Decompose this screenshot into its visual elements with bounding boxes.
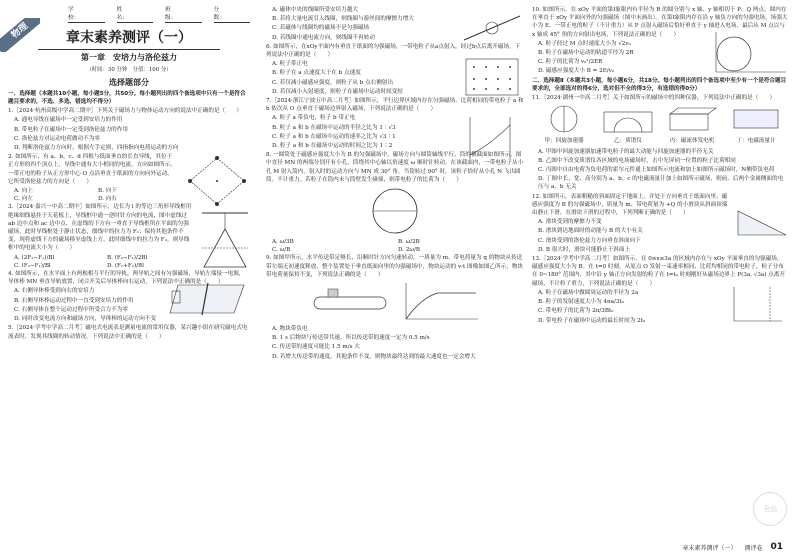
circle-field-figure [712, 30, 788, 76]
question-12: 12. 如图所示，表面粗糙的斜面固定于地面上，并处于方向垂直于纸面向里、磁感应强度为 B 的匀强磁场中，质量为 m、带电荷量为 +Q 的小滑块从斜面顶端由静止下滑，在滑块下滑的过程中，下列判断正确的是（ ） A. 滑块受到的摩擦力不变 B. 滑块到达地面时的动能与 B 的大小有关 C. 滑块受到的洛伦兹力方向垂直斜面向下 D. B 很大时，滑块可能静止于斜面上 [532, 193, 788, 254]
page-footer: 章末素养测评（一） 测评卷 01 [682, 542, 783, 552]
mhd-generator-figure [664, 104, 720, 134]
part-heading: 选择题部分 [109, 77, 149, 87]
page-number: 01 [770, 542, 783, 552]
question-13: 13.［2024·学考中学高二月考］如图所示，在 0≤x≤3a 的区域内存在与 xOy 平面垂直的匀强磁场，磁感应强度大小为 B。在 t=0 时刻，从原点 O 发射一束速率相同、比荷均相同的带电粒子，粒子分布在 0~180° 范围内，其中沿 y 轴正方向发射的粒子在 t=t₀ 时刻刚好从磁场边界上 P(3a, √3a) 点离开磁场，不计粒子重力，下列说法正确的是（ ） A. 粒子在磁场中做圆周运动的半径为 2a B. 粒子的发射速度大小为 4πa/3t₀ C. 带电粒子的比荷为 2π/3Bt₀ D. 带电粒子在磁场中运动的最长时间为 2t₀ [532, 256, 785, 324]
field-dots-figure [464, 57, 520, 97]
question-2: 2. 如图所示，有 a、b、c、d 四根与纸面垂直的长直导线，其位于正方形的四个顶点上，导线中通有大小相同的电流，方向如图所示。一带正电的粒子从正方形中心 O 点沿垂直于纸面的方向向外运动，它所受洛伦兹力的方向是（ ） A. 向上 B. 向下 C. 向左 D. 向右 [8, 153, 250, 203]
column-1 [8, 6, 250, 342]
chapter-subtitle: 第一章 安培力与洛伦兹力 [38, 49, 220, 63]
watermark: 全品 [753, 492, 787, 526]
question-5-options: A. 磁体中央的线圈所受安培力越大 B. 若将大量电流引入线圈，则线圈与游丝间的摩擦力增大 C. 若磁体与线圈均的磁场不是匀强磁场 D. 若线圈中通电流方向，则线圈不再转动 [266, 6, 524, 42]
question-9: 9. 如图甲所示，水平传送带足够长，沿顺时针方向匀速转动，一质量为 m、带电荷量为 q 的物块从传送带左端无初速度释放，整个装置处于垂直纸面向里的匀强磁场中，物块运动的 v-t 图像如图乙所示，物块带电荷量保持不变，下列说法正确的是（ ） A. 物块带负电 B. 1 s 后物块与传送带共速，所以传送带的速度一定为 0.5 m/s C. 传送带的速度可能比 1.5 m/s 大 D. 若增大传送带的速度，其他条件不变，则物块最终达到的最大速度也一定会增大 [266, 255, 523, 360]
subject-tag: 物理 [0, 18, 40, 52]
question-6: 6. 如图所示，在xOy平面内有垂直于纸面的匀强磁场，一带电粒子从a点射入，经过b点后离开磁场，下列说法中正确的是（ ） A. 粒子带正电 B. 粒子在 a 点速度大于在 b 点速度 C. 若仅减小磁感应强度，则粒子从 b 点右侧射出 D. 若仅减小入射速度，则粒子在磁场中运动时间变短 [266, 43, 521, 95]
square-wires-figure [186, 155, 248, 207]
exam-meta: （时间：30 分钟 分值：100 分） [86, 67, 172, 74]
question-10: 10. 如图所示，在 xOy 平面的第Ⅰ象限内有半径为 R 的圆分别与 x 轴、y 轴相切于 P、Q 两点，圆内存在垂直于 xOy 平面向外的匀强磁场（图中未画出）。在第Ⅰ象限内存在沿 y 轴负方向的匀强电场，场强大小为 E。一带正电的粒子（不计重力）从 P 点射入磁场后恰好垂直于 y 轴进入电场，最后从 M 点以与 x 轴成 45° 角的方向射出电场，下列说法正确的是（ ） A. 粒子经过 M 点时速度大小为 √2v₀ B. 粒子在磁场中运动的轨道半径为 2R C. 粒子的比荷为 v₀²/2ER D. 磁感应强度大小 B = 2E/v₀ [532, 7, 788, 75]
question-8: 8. 一圆筒处于磁感应强度大小为 B 的匀强磁场中，磁场方向与圆筒轴线平行，筒的横截面如图所示。图中直径 MN 的两端分别开有小孔，筒绕其中心轴以角速度 ω 顺时针转动。在该截面内，一带电粒子从小孔 M 射入筒内，射入时的运动方向与 MN 成 30° 角。当筒转过 90° 时，该粒子恰好从小孔 N 飞出圆筒。不计重力。若粒子在筒内未与筒壁发生碰撞，则带电粒子的比荷为（ ） A. ω/3B B. ω/2B C. ω/B D. 2ω/B [266, 152, 524, 254]
rail-figure [168, 277, 250, 321]
incline-figure [736, 207, 788, 237]
question-5: 5.［2024·学考中学高二月考］磁电式电流表是测量电流的常用仪器，某兴趣小组在研究磁电式电流表时，发现其线圈的转动情况。下列说法中正确的是（ ） [8, 325, 248, 340]
column-2 [266, 6, 524, 362]
cylinder-figure [365, 186, 425, 236]
mass-spectrometer-figure [600, 104, 656, 134]
question-1: 1.［2024·杭州高级中学高二期中］下列关于磁场力与物体运动方向的说法中正确的是（ ） A. 通电导线在磁场中一定受到安培力的作用 B. 带电粒子在磁场中一定受到洛伦兹力的作用 C. 洛伦兹力对运动电荷做功不为零 D. 判断洛伦兹力方向时，根据左手定则，四指指向电荷运动的方向 [8, 108, 242, 152]
page-title: 章末素养测评（一） [66, 30, 192, 47]
student-info: 学校： 姓名： 班级： 分数： [68, 6, 250, 23]
flowmeter-figure [728, 104, 784, 134]
axis-field-figure [730, 285, 784, 325]
section-heading-2: 二、选择题Ⅱ（本题共3小题，每小题6分，共18分。每小题列出的四个备选项中至少有一个是符合题目要求的，全部选对的得6分，选对但不全的得3分，有选错的得0分） [532, 77, 787, 92]
question-11: 11.［2024·湖州一中高二月考］关于如图所示的磁场中的四种仪器，下列说法中正确的是（ ） 甲：回旋加速器 乙：质谱仪 丙：磁流体发电机 丁：电磁流量计 A. 甲图中回旋加速器加速带电粒子的最大动能与回旋加速器的半径无关 B. 乙图中不改变质谱仪各区域的电场磁场时，击中光屏同一位置的粒子比荷相同 C. 丙图中自由电荷为负电荷的霍尔元件通上如图所示电流和加上如图所示磁场时，N侧带负电荷 D. 丁图中长、宽、高分别为 a、b、c 的电磁流量计加上如图所示磁场，则前、后两个金属侧面的电压与 a、b 无关 [532, 95, 784, 191]
column-3 [532, 6, 788, 326]
conveyor-figure [308, 281, 392, 323]
question-7: 7.［2024·浙江宁波五中高二月考］如图所示，平行边界区域内存在匀强磁场，比荷相同的带电粒子 a 和 b 依次从 O 点垂直于磁场边界射入磁场，下列说法正确的是（ ） A. 粒子 a 带负电，粒子 b 带正电 B. 粒子 a 和 b 在磁场中运动的半径之比为 1∶√3 C. 粒子 a 和 b 在磁场中运动的速率之比为 √3∶1 D. 粒子 a 和 b 在磁场中运动的时间之比为 1∶2 [266, 97, 524, 150]
question-4: 4. 如图所示，在水平面上有两根相互平行的导轨，两导轨之间有匀强磁场，导轨左端接一电源，导体棒 MN 垂直导轨放置，闭合开关后导体棒向右运动，下列说法中正确的是（ ） A. 右侧导体棒受到向右的安培力 B. 右侧导体棒运动过程中一直受到安培力的作用 C. 右侧导体在整个运动过程中所受合力不为零 D. 同时改变电流方向和磁场方向，导体棒的运动方向不变 [8, 270, 250, 323]
section-heading: 一、选择题（本题共10小题，每小题5分，共50分。每小题列出的四个备选项中只有一个是符合题目要求的，不选、多选、错选均不得分） [8, 90, 246, 106]
cyclotron-figure [536, 104, 592, 134]
meter-figure [460, 6, 524, 46]
vt-graph [398, 281, 482, 323]
question-3: 3.［2024·嘉兴一中高二期中］如图所示，边长为 l 的等边三角形导线框用绝缘细线悬挂于天花板上，导线框中通一逆时针方向的电流，图中虚线过 ab 边中点和 ac 边中点，在虚线的下方有一垂直于导线框所在平面的匀强磁场，此时导线框处于静止状态，细线中的拉力为 F₁；保持其他条件不变，现将虚线下方的磁场移至虚线上方，此时细线中的拉力为 F₂。则导线框中的电流大小为（ ） A. (2F₂−F₁)/Bl B. (F₂−F₁)/2Bl C. (F₂−F₁)/Bl D. (F₁+F₂)/Bl [8, 203, 250, 270]
triangle-frame-figure [200, 211, 250, 273]
